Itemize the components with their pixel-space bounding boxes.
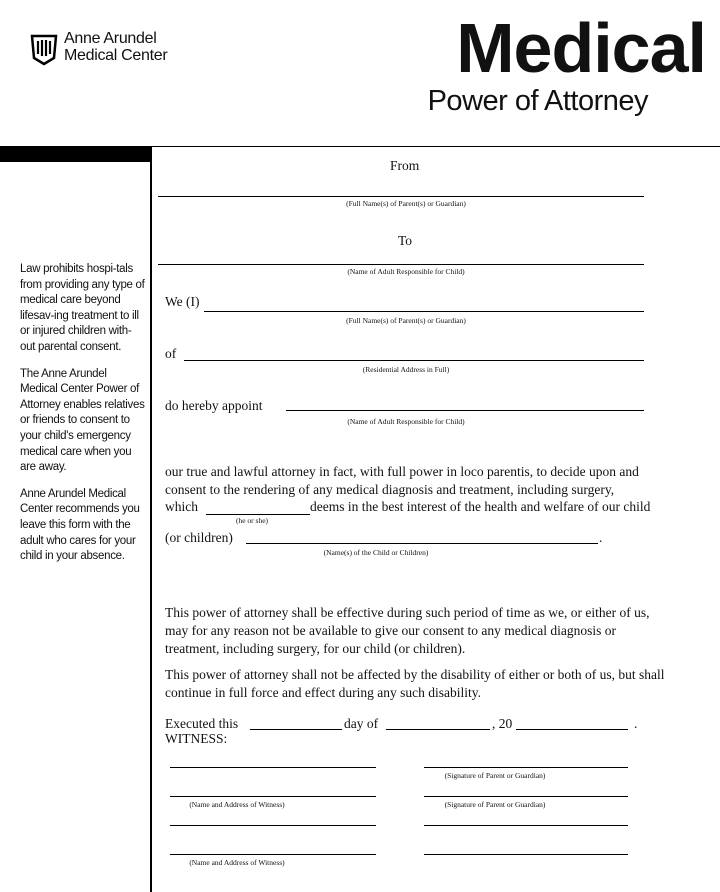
we-label: We (I) xyxy=(165,294,200,309)
to-label: To xyxy=(398,233,413,248)
effective-period-paragraph xyxy=(165,604,665,658)
appoint-label: do hereby appoint xyxy=(165,398,263,413)
year-label: , 20 xyxy=(492,716,513,731)
children-label: (or children) xyxy=(165,530,233,545)
we-name-line[interactable] xyxy=(204,311,644,312)
sidebar-header-bar xyxy=(0,146,152,162)
he-or-she-caption: (he or she) xyxy=(235,516,269,525)
executed-day-line[interactable] xyxy=(250,729,342,730)
disability-text: This power of attorney shall not be affected by the disability of either or both of us, but shall continue in full force and effect during any such disability. xyxy=(165,667,665,700)
from-caption: (Full Name(s) of Parent(s) or Guardian) xyxy=(346,199,466,208)
address-caption: (Residential Address in Full) xyxy=(362,365,450,374)
column-divider xyxy=(150,146,152,892)
to-name-line[interactable] xyxy=(158,264,644,265)
which-label: which xyxy=(165,499,198,514)
witness-signature-line-1[interactable] xyxy=(170,767,376,768)
executed-label: Executed this xyxy=(165,716,239,731)
witness-caption-2: (Name and Address of Witness) xyxy=(189,858,285,867)
authority-text-line-1: our true and lawful attorney in fact, with full power in loco parentis, to decide upon and xyxy=(165,464,639,479)
witness-address-line-1[interactable] xyxy=(170,796,376,797)
from-name-line[interactable] xyxy=(158,196,644,197)
of-label: of xyxy=(165,346,177,361)
from-label: From xyxy=(390,158,420,173)
we-caption: (Full Name(s) of Parent(s) or Guardian) xyxy=(346,316,466,325)
children-period: . xyxy=(599,530,603,545)
hospital-logo-icon xyxy=(30,32,58,66)
appointee-caption: (Name of Adult Responsible for Child) xyxy=(347,417,465,426)
document-title: Medical xyxy=(456,9,706,87)
disability-paragraph xyxy=(165,666,665,702)
executed-month-line[interactable] xyxy=(386,729,490,730)
witness-caption-1: (Name and Address of Witness) xyxy=(189,800,285,809)
witness-address-line-2[interactable] xyxy=(170,854,376,855)
parent-signature-caption-1: (Signature of Parent or Guardian) xyxy=(444,771,546,780)
executed-year-line[interactable] xyxy=(516,729,628,730)
parent-signature-line-1[interactable] xyxy=(424,767,628,768)
hospital-name-line-1: Anne Arundel xyxy=(64,30,157,47)
he-or-she-line[interactable] xyxy=(206,514,310,515)
children-names-line[interactable] xyxy=(246,543,598,544)
witness-label: WITNESS: xyxy=(165,731,228,746)
address-line[interactable] xyxy=(184,360,644,361)
effective-period-text: This power of attorney shall be effective during such period of time as we, or either of us, may for any reason not be available to give our consent to any medical diagnosis or treatment, including surgery, for our child (or children). xyxy=(165,605,650,656)
extra-signature-line-2[interactable] xyxy=(424,854,628,855)
children-caption: (Name(s) of the Child or Children) xyxy=(323,548,429,557)
document-subtitle: Power of Attorney xyxy=(427,85,648,117)
sidebar-note: Law prohibits hospi-tals from providing any type of medical care beyond lifesav-ing treatment to ill or injured children with-out parental consent. xyxy=(20,263,145,353)
hospital-logo xyxy=(30,30,190,70)
parent-signature-caption-2: (Signature of Parent or Guardian) xyxy=(444,800,546,809)
witness-signature-line-2[interactable] xyxy=(170,825,376,826)
parent-signature-line-2[interactable] xyxy=(424,796,628,797)
authority-text-line-3: deems in the best interest of the health and welfare of our child xyxy=(310,499,651,514)
day-of-label: day of xyxy=(344,716,379,731)
sidebar-note: The Anne Arundel Medical Center Power of Attorney enables relatives or friends to consent to your child's emergency medical care when you are away. xyxy=(20,367,145,474)
hospital-name xyxy=(64,30,167,64)
appointee-line[interactable] xyxy=(286,410,644,411)
authority-text-line-2: consent to the rendering of any medical diagnosis and treatment, including surgery, xyxy=(165,482,615,497)
sidebar-note: Anne Arundel Medical Center recommends you leave this form with the adult who cares for your child in your absence. xyxy=(20,487,140,563)
executed-period: . xyxy=(634,716,638,731)
extra-signature-line[interactable] xyxy=(424,825,628,826)
hospital-name-line-2: Medical Center xyxy=(64,47,168,64)
sidebar-notes xyxy=(20,262,146,576)
to-caption: (Name of Adult Responsible for Child) xyxy=(347,267,465,276)
